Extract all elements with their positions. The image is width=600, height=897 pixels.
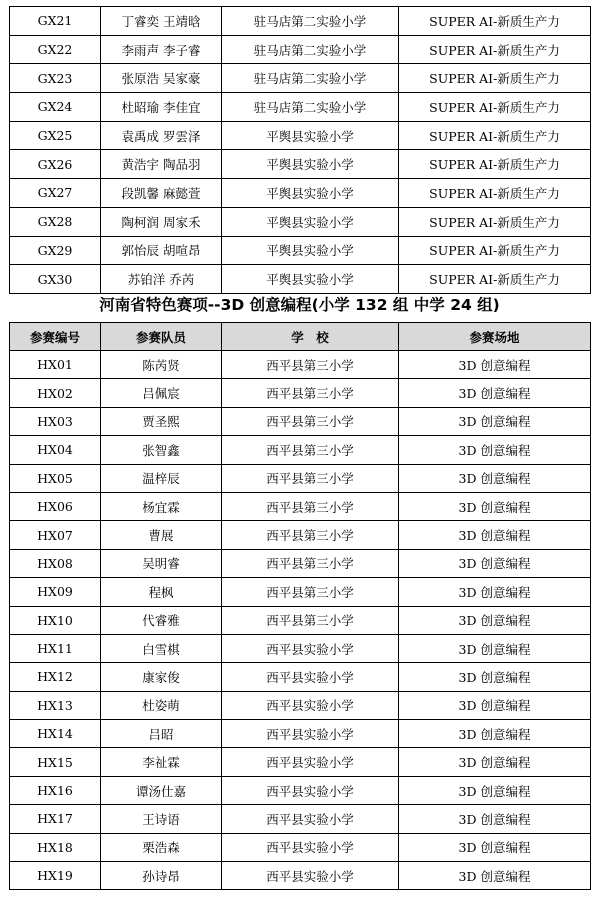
- table-row: [10, 35, 591, 64]
- cell-id: HX15: [10, 748, 101, 776]
- cell-venue: 3D 创意编程: [399, 833, 591, 861]
- table-row: [10, 578, 591, 606]
- table-row: [10, 436, 591, 464]
- table-row: [10, 862, 591, 890]
- cell-venue: SUPER AI-新质生产力: [399, 150, 591, 179]
- cell-members: 杨宜霖: [101, 492, 222, 520]
- cell-members: 李祉霖: [101, 748, 222, 776]
- table-row: [10, 464, 591, 492]
- table-row: [10, 833, 591, 861]
- cell-venue: 3D 创意编程: [399, 720, 591, 748]
- cell-id: HX11: [10, 634, 101, 662]
- cell-id: HX03: [10, 407, 101, 435]
- cell-school: 西平县第三小学: [222, 407, 399, 435]
- cell-id: HX06: [10, 492, 101, 520]
- header-venue: 参赛场地: [399, 323, 591, 351]
- cell-members: 孙诗昂: [101, 862, 222, 890]
- cell-venue: 3D 创意编程: [399, 862, 591, 890]
- cell-id: GX21: [10, 7, 101, 36]
- cell-school: 平舆县实验小学: [222, 236, 399, 265]
- cell-members: 代睿雅: [101, 606, 222, 634]
- table-row: [10, 351, 591, 379]
- cell-school: 西平县实验小学: [222, 833, 399, 861]
- cell-id: HX12: [10, 663, 101, 691]
- cell-venue: 3D 创意编程: [399, 492, 591, 520]
- cell-members: 杜姿萌: [101, 691, 222, 719]
- cell-school: 西平县实验小学: [222, 805, 399, 833]
- table-row: [10, 521, 591, 549]
- cell-id: HX10: [10, 606, 101, 634]
- cell-members: 陶柯润 周家禾: [101, 207, 222, 236]
- cell-id: HX17: [10, 805, 101, 833]
- cell-school: 平舆县实验小学: [222, 121, 399, 150]
- table-row: [10, 720, 591, 748]
- cell-venue: 3D 创意编程: [399, 436, 591, 464]
- cell-school: 驻马店第二实验小学: [222, 93, 399, 122]
- cell-members: 吕昭: [101, 720, 222, 748]
- cell-id: HX08: [10, 549, 101, 577]
- cell-id: HX07: [10, 521, 101, 549]
- cell-id: GX28: [10, 207, 101, 236]
- header-school: 学 校: [222, 323, 399, 351]
- cell-venue: 3D 创意编程: [399, 606, 591, 634]
- cell-venue: 3D 创意编程: [399, 351, 591, 379]
- cell-members: 程枫: [101, 578, 222, 606]
- section-title: 河南省特色赛项--3D 创意编程(小学 132 组 中学 24 组): [99, 296, 500, 314]
- header-id: 参赛编号: [10, 323, 101, 351]
- cell-members: 张原浩 吴家豪: [101, 64, 222, 93]
- cell-school: 西平县实验小学: [222, 691, 399, 719]
- cell-school: 西平县第三小学: [222, 549, 399, 577]
- cell-venue: 3D 创意编程: [399, 776, 591, 804]
- cell-members: 黄浩宇 陶品羽: [101, 150, 222, 179]
- cell-school: 西平县第三小学: [222, 521, 399, 549]
- cell-members: 曹展: [101, 521, 222, 549]
- cell-school: 西平县第三小学: [222, 492, 399, 520]
- cell-id: HX14: [10, 720, 101, 748]
- table-row: [10, 492, 591, 520]
- cell-members: 陈芮贤: [101, 351, 222, 379]
- cell-members: 段凯馨 麻懿萱: [101, 179, 222, 208]
- cell-school: 西平县第三小学: [222, 436, 399, 464]
- cell-venue: SUPER AI-新质生产力: [399, 35, 591, 64]
- cell-venue: SUPER AI-新质生产力: [399, 236, 591, 265]
- cell-members: 袁禹成 罗雲泽: [101, 121, 222, 150]
- cell-id: HX02: [10, 379, 101, 407]
- table-row: [10, 7, 591, 36]
- cell-members: 苏铂洋 乔芮: [101, 265, 222, 294]
- table-row: [10, 776, 591, 804]
- cell-school: 西平县实验小学: [222, 748, 399, 776]
- table-row: [10, 379, 591, 407]
- table-row: [10, 64, 591, 93]
- cell-venue: SUPER AI-新质生产力: [399, 121, 591, 150]
- cell-school: 西平县第三小学: [222, 578, 399, 606]
- table-row: [10, 805, 591, 833]
- cell-id: HX09: [10, 578, 101, 606]
- cell-members: 吕佩宸: [101, 379, 222, 407]
- table-header-row: [10, 323, 591, 351]
- cell-school: 西平县实验小学: [222, 776, 399, 804]
- table-row: [10, 634, 591, 662]
- cell-members: 谭汤仕嘉: [101, 776, 222, 804]
- cell-id: GX24: [10, 93, 101, 122]
- cell-members: 栗浩森: [101, 833, 222, 861]
- cell-id: GX25: [10, 121, 101, 150]
- cell-members: 李雨声 李子睿: [101, 35, 222, 64]
- cell-id: HX13: [10, 691, 101, 719]
- cell-venue: SUPER AI-新质生产力: [399, 93, 591, 122]
- cell-id: HX16: [10, 776, 101, 804]
- cell-school: 平舆县实验小学: [222, 207, 399, 236]
- team-table-hx-body: [10, 351, 591, 890]
- cell-venue: 3D 创意编程: [399, 663, 591, 691]
- header-members: 参赛队员: [101, 323, 222, 351]
- table-row: [10, 265, 591, 294]
- table-row: [10, 748, 591, 776]
- cell-venue: 3D 创意编程: [399, 464, 591, 492]
- cell-venue: 3D 创意编程: [399, 805, 591, 833]
- cell-members: 杜昭瑜 李佳宜: [101, 93, 222, 122]
- cell-id: HX05: [10, 464, 101, 492]
- cell-school: 平舆县实验小学: [222, 150, 399, 179]
- cell-venue: SUPER AI-新质生产力: [399, 7, 591, 36]
- cell-school: 西平县实验小学: [222, 720, 399, 748]
- table-row: [10, 236, 591, 265]
- table-row: [10, 549, 591, 577]
- cell-school: 西平县实验小学: [222, 862, 399, 890]
- cell-school: 西平县实验小学: [222, 634, 399, 662]
- team-table-hx: [9, 322, 591, 890]
- table-row: [10, 93, 591, 122]
- team-table-gx-body: [10, 7, 591, 294]
- table-row: [10, 663, 591, 691]
- table-row: [10, 121, 591, 150]
- table-row: [10, 150, 591, 179]
- cell-school: 西平县第三小学: [222, 351, 399, 379]
- cell-school: 驻马店第二实验小学: [222, 64, 399, 93]
- cell-school: 平舆县实验小学: [222, 265, 399, 294]
- cell-venue: 3D 创意编程: [399, 407, 591, 435]
- cell-venue: SUPER AI-新质生产力: [399, 179, 591, 208]
- cell-members: 吴明睿: [101, 549, 222, 577]
- cell-members: 康家俊: [101, 663, 222, 691]
- cell-venue: SUPER AI-新质生产力: [399, 64, 591, 93]
- table-row: [10, 606, 591, 634]
- cell-school: 平舆县实验小学: [222, 179, 399, 208]
- cell-id: GX26: [10, 150, 101, 179]
- cell-school: 西平县第三小学: [222, 606, 399, 634]
- cell-venue: 3D 创意编程: [399, 634, 591, 662]
- table-row: [10, 207, 591, 236]
- cell-venue: SUPER AI-新质生产力: [399, 265, 591, 294]
- cell-members: 王诗语: [101, 805, 222, 833]
- table-row: [10, 407, 591, 435]
- cell-venue: 3D 创意编程: [399, 748, 591, 776]
- cell-school: 西平县第三小学: [222, 464, 399, 492]
- cell-school: 驻马店第二实验小学: [222, 35, 399, 64]
- cell-venue: 3D 创意编程: [399, 521, 591, 549]
- cell-members: 温梓辰: [101, 464, 222, 492]
- cell-members: 贾圣熙: [101, 407, 222, 435]
- cell-id: HX18: [10, 833, 101, 861]
- cell-school: 西平县第三小学: [222, 379, 399, 407]
- cell-id: HX01: [10, 351, 101, 379]
- table-row: [10, 179, 591, 208]
- cell-venue: 3D 创意编程: [399, 379, 591, 407]
- cell-id: GX30: [10, 265, 101, 294]
- cell-venue: 3D 创意编程: [399, 691, 591, 719]
- team-table-gx: [9, 6, 591, 294]
- cell-members: 丁睿奕 王靖晗: [101, 7, 222, 36]
- cell-id: HX04: [10, 436, 101, 464]
- table-row: [10, 691, 591, 719]
- cell-id: GX23: [10, 64, 101, 93]
- cell-school: 驻马店第二实验小学: [222, 7, 399, 36]
- cell-id: GX27: [10, 179, 101, 208]
- cell-venue: 3D 创意编程: [399, 578, 591, 606]
- cell-id: GX22: [10, 35, 101, 64]
- cell-venue: 3D 创意编程: [399, 549, 591, 577]
- cell-school: 西平县实验小学: [222, 663, 399, 691]
- cell-id: GX29: [10, 236, 101, 265]
- cell-id: HX19: [10, 862, 101, 890]
- cell-members: 白雪棋: [101, 634, 222, 662]
- cell-members: 郭怡辰 胡喧昂: [101, 236, 222, 265]
- cell-venue: SUPER AI-新质生产力: [399, 207, 591, 236]
- cell-members: 张智鑫: [101, 436, 222, 464]
